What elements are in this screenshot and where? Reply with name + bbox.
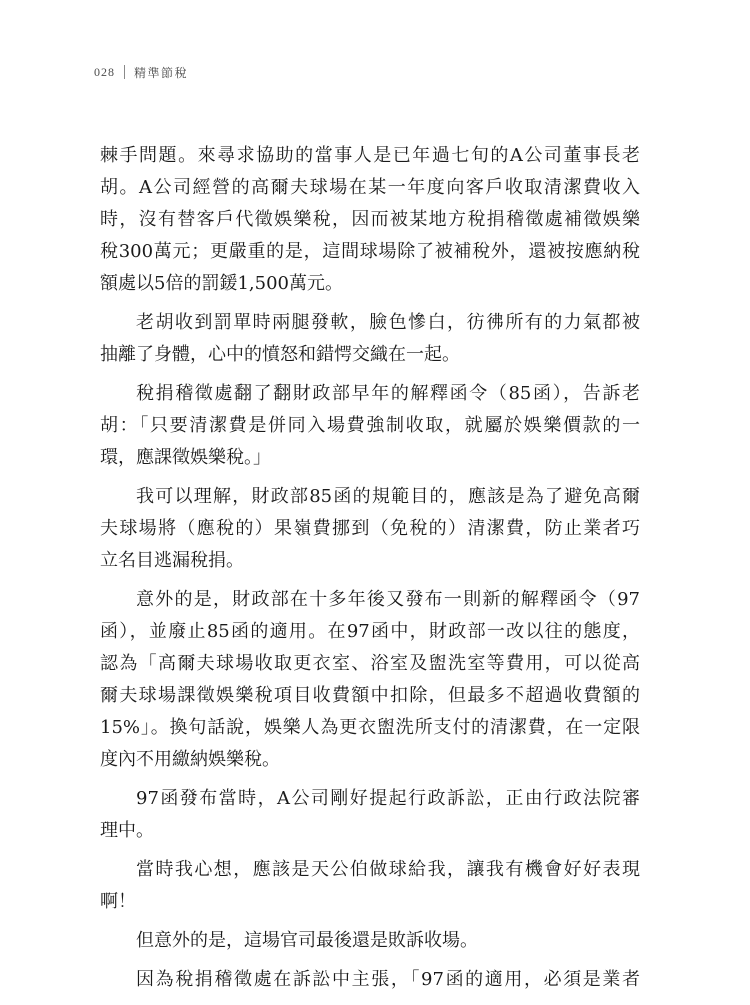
book-title: 精準節稅 xyxy=(134,65,189,80)
text-line: 意外的是，財政部在十多年後又發布一則新的解釋函令（97 xyxy=(136,589,640,610)
paragraph xyxy=(100,584,640,776)
paragraph xyxy=(100,964,640,996)
text-line: 啊！ xyxy=(100,891,136,912)
running-header xyxy=(94,62,188,82)
body-text xyxy=(100,140,640,996)
text-line: 棘手問題。來尋求協助的當事人是已年過七旬的A公司董事長老 xyxy=(100,145,640,166)
text-line: 環，應課徵娛樂稅。」 xyxy=(100,447,271,468)
paragraph xyxy=(100,140,640,300)
paragraph xyxy=(100,378,640,474)
page-number: 028 xyxy=(94,64,115,79)
text-line: 度內不用繳納娛樂稅。 xyxy=(100,749,280,770)
text-line: 胡。A公司經營的高爾夫球場在某一年度向客戶收取清潔費收入 xyxy=(100,177,640,198)
text-line: 15%」。換句話說，娛樂人為更衣盥洗所支付的清潔費，在一定限 xyxy=(100,717,640,738)
paragraph xyxy=(100,925,640,957)
paragraph xyxy=(100,783,640,847)
header-divider xyxy=(124,65,125,79)
text-line: 稅300萬元；更嚴重的是，這間球場除了被補稅外，還被按應納稅 xyxy=(100,241,640,262)
text-line: 爾夫球場課徵娛樂稅項目收費額中扣除，但最多不超過收費額的 xyxy=(100,685,640,706)
text-line: 因為稅捐稽徵處在訴訟中主張，「97函的適用，必須是業者 xyxy=(136,969,640,990)
text-line: 我可以理解，財政部85函的規範目的，應該是為了避免高爾 xyxy=(136,486,640,507)
paragraph xyxy=(100,481,640,577)
paragraph xyxy=(100,854,640,918)
text-line: 理中。 xyxy=(100,820,154,841)
text-line: 額處以5倍的罰鍰1,500萬元。 xyxy=(100,273,343,294)
text-line: 夫球場將（應稅的）果嶺費挪到（免稅的）清潔費，防止業者巧 xyxy=(100,518,640,539)
paragraph xyxy=(100,307,640,371)
text-line: 97函發布當時，A公司剛好提起行政訴訟，正由行政法院審 xyxy=(136,788,640,809)
text-line: 稅捐稽徵處翻了翻財政部早年的解釋函令（85函），告訴老 xyxy=(136,383,640,404)
text-line: 時，沒有替客戶代徵娛樂稅，因而被某地方稅捐稽徵處補徵娛樂 xyxy=(100,209,640,230)
text-line: 老胡收到罰單時兩腿發軟，臉色慘白，彷彿所有的力氣都被 xyxy=(136,312,640,333)
text-line: 當時我心想，應該是天公伯做球給我，讓我有機會好好表現 xyxy=(136,859,640,880)
text-line: 胡：「只要清潔費是併同入場費強制收取，就屬於娛樂價款的一 xyxy=(100,415,640,436)
text-line: 立名目逃漏稅捐。 xyxy=(100,550,244,571)
text-line: 但意外的是，這場官司最後還是敗訴收場。 xyxy=(136,930,478,951)
text-line: 抽離了身體，心中的憤怒和錯愕交織在一起。 xyxy=(100,344,460,365)
text-line: 函），並廢止85函的適用。在97函中，財政部一改以往的態度， xyxy=(100,621,640,642)
text-line: 認為「高爾夫球場收取更衣室、浴室及盥洗室等費用，可以從高 xyxy=(100,653,640,674)
